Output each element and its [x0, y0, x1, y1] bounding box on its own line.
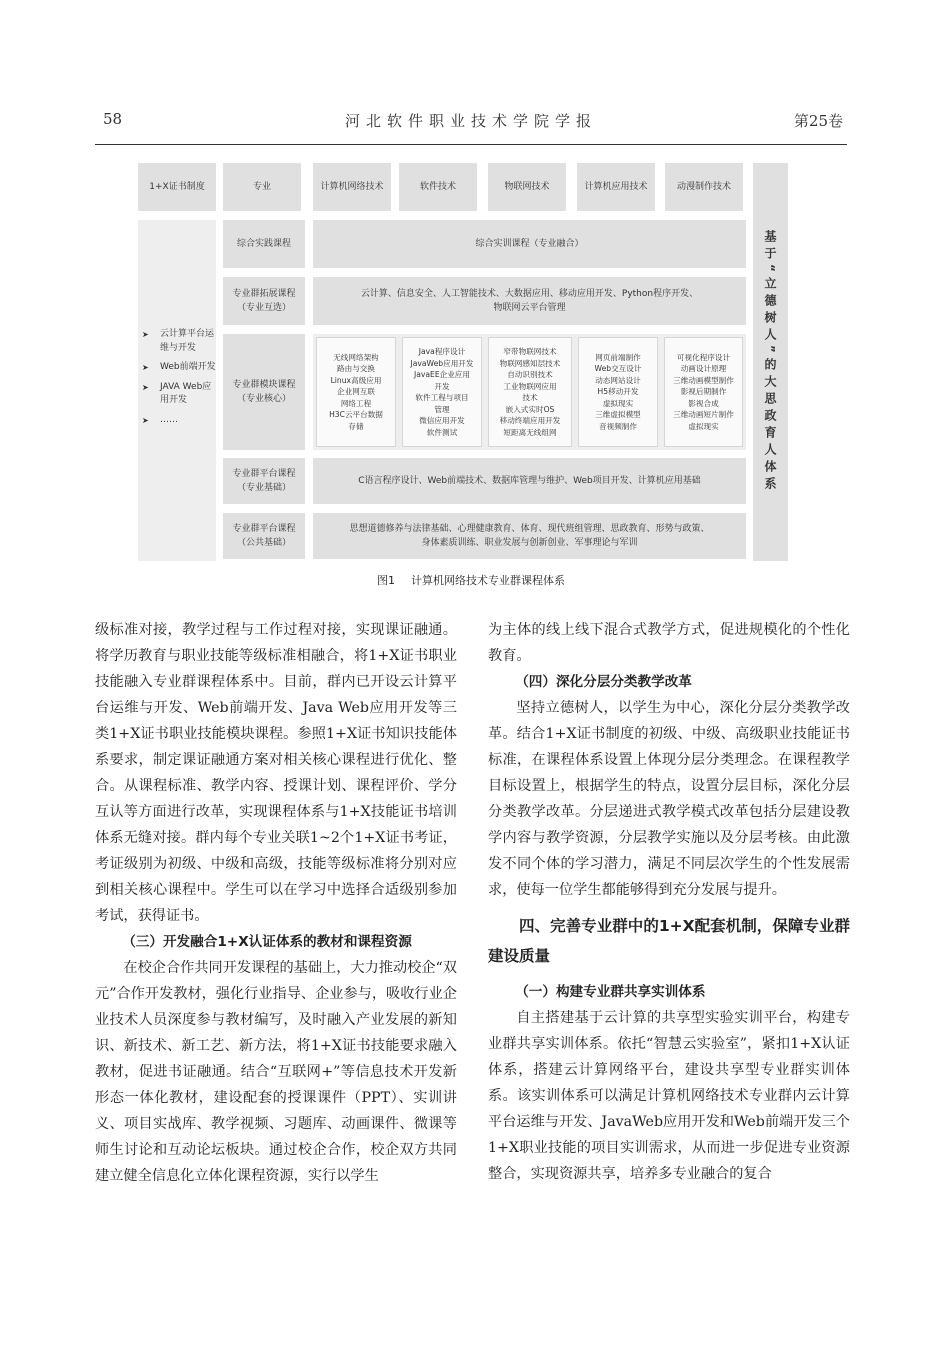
- course-item: 路由与交换: [337, 364, 375, 374]
- course-item: 网页前端制作: [595, 352, 641, 362]
- label-line: （专业基础）: [236, 483, 291, 493]
- figure-caption: [95, 572, 847, 588]
- paragraph: 级标准对接，教学过程与工作过程对接，实现课证融通。将学历教育与职业技能等级标准相融合，将1+X证书职业技能融入专业群课程体系中。目前，群内已开设云计算平台运维与开发、Web前端开发、Java Web应用开发等三类1+X证书职业技能模块课程。参照1+X证书知识技能体系要求，制定课证融通方案对相关核心课程进行优化、整合。从课程标准、教学内容、授课计划、课程评价、学分互认等方面进行改革，实现课程体系与1+X技能证书培训体系无缝对接。群内每个专业关联1~2个1+X证书考证，考证级别为初级、中级和高级，技能等级标准将分别对应到相关核心课程中。学生可以在学习中选择合适级别参加考试，获得证书。: [95, 622, 457, 924]
- module-software-courses: [402, 337, 482, 447]
- course-item: 动画设计原理: [680, 364, 727, 374]
- page-header: [95, 110, 847, 130]
- course-item: 动态网站设计: [595, 375, 641, 385]
- module-web-courses: [578, 337, 658, 447]
- right-column: [488, 617, 850, 1187]
- course-item: 三维动画模型制作: [673, 375, 734, 385]
- course-item: 虚拟现实: [688, 421, 719, 431]
- label-line: 专业群模块课程: [232, 380, 296, 390]
- label-line: （专业互选）: [236, 303, 291, 313]
- course-item: 无线网络架构: [333, 352, 379, 362]
- practice-content: 综合实训课程（专业融合）: [313, 220, 746, 268]
- cert-system-header: 1+X证书制度: [138, 163, 216, 211]
- course-item: 短距离无线组网: [503, 427, 557, 437]
- course-item: 虚拟现实: [602, 398, 634, 408]
- ideology-system-text: 基于“立德树人”的大思政育人体系: [763, 230, 777, 494]
- module-animation-courses: [664, 337, 743, 447]
- major-computer-app: 计算机应用技术: [577, 163, 655, 211]
- platform-public-content: [313, 513, 746, 559]
- course-item: JavaWeb应用开发: [410, 358, 474, 368]
- section-heading: （四）深化分层分类教学改革: [515, 674, 692, 690]
- platform-major-content: C语言程序设计、Web前端技术、数据库管理与维护、Web项目开发、计算机应用基础: [313, 458, 746, 504]
- section-heading: （一）构建专业群共享实训体系: [515, 984, 706, 1000]
- course-item: JavaEE企业应用: [413, 370, 470, 379]
- course-item: H3C云平台数据: [329, 410, 383, 420]
- content-line: 云计算、信息安全、人工智能技术、大数据应用、移动应用开发、Python程序开发、: [360, 289, 699, 299]
- expand-label: [223, 277, 305, 325]
- course-item: 移动终端应用开发: [499, 416, 561, 425]
- ideology-system-panel: [753, 163, 788, 561]
- course-item: 软件工程与项目: [415, 393, 469, 402]
- content-line: 身体素质训练、职业发展与创新创业、军事理论与军训: [421, 538, 638, 548]
- journal-title: 河北软件职业技术学院学报: [344, 112, 597, 130]
- curriculum-figure: [138, 163, 788, 561]
- paragraph: 坚持立德树人，以学生为中心，深化分层分类教学改革。结合1+X证书制度的初级、中级、高级职业技能证书标准，在课程体系设置上体现分层分类理念。在课程教学目标设置上，根据学生的特点，设置分层目标，深化分层分类教学改革。分层递进式教学模式改革包括分层建设教学内容与教学资源，分层教学实施以及分层考核。由此激发不同个体的学习潜力，满足不同层次学生的个性发展需求，使每一位学生都能够得到充分发展与提升。: [488, 700, 850, 898]
- course-item: 微信应用开发: [419, 416, 465, 425]
- course-item: 可视化程序设计: [676, 352, 731, 362]
- course-item: 网络工程: [340, 398, 372, 408]
- course-item: 三维动画短片制作: [673, 410, 734, 420]
- course-item: 窄带物联网技术: [503, 347, 557, 356]
- platform-public-label: [223, 513, 305, 559]
- module-iot-courses: [488, 337, 572, 447]
- course-item: 存储: [348, 421, 364, 431]
- cert-bullet: ➤ 云计算平台运维与开发: [142, 328, 218, 355]
- major-header: 专业: [223, 163, 301, 211]
- volume-label: 第25卷: [793, 112, 843, 130]
- course-item: 三维虚拟模型: [595, 410, 641, 420]
- page-number: 58: [103, 110, 123, 128]
- course-item: 技术: [522, 393, 538, 402]
- course-item: 软件测试: [426, 427, 458, 437]
- cert-bullet: ➤ Web前端开发: [142, 361, 218, 375]
- course-item: Java程序设计: [418, 347, 466, 356]
- paragraph: 为主体的线上线下混合式教学方式，促进规模化的个性化教育。: [488, 622, 850, 664]
- course-item: H5移动开发: [597, 387, 639, 397]
- cert-bullet-list: [142, 328, 218, 433]
- course-item: Linux高级应用: [330, 375, 382, 385]
- course-item: 管理: [434, 404, 450, 414]
- major-animation: 动漫制作技术: [665, 163, 743, 211]
- major-software: 软件技术: [399, 163, 477, 211]
- course-item: 物联网感知层技术: [499, 358, 561, 368]
- label-line: 专业群拓展课程: [232, 289, 296, 299]
- content-line: 物联网云平台管理: [493, 303, 566, 313]
- label-line: 专业群平台课程: [232, 524, 296, 534]
- major-iot: 物联网技术: [488, 163, 566, 211]
- course-item: 影视合成: [688, 398, 719, 408]
- course-item: 工业物联网应用: [503, 381, 557, 391]
- course-item: 企业网互联: [337, 387, 375, 397]
- content-line: 思想道德修养与法律基础、心理健康教育、体育、现代班组管理、思政教育、形势与政策、: [349, 524, 710, 534]
- chapter-heading: 四、完善专业群中的1+X配套机制，保障专业群建设质量: [488, 917, 850, 965]
- course-item: 音视频制作: [599, 421, 637, 431]
- paragraph: 在校企合作共同开发课程的基础上，大力推动校企“双元”合作开发教材，强化行业指导、企业参与，吸收行业企业技术人员深度参与教材编写，及时融入产业发展的新知识、新技术、新工艺、新方法，将1+X证书技能要求融入教材，促进书证融通。结合“互联网+”等信息技术开发新形态一体化教材，建设配套的授课课件（PPT）、实训讲义、项目实战库、教学视频、习题库、动画课件、微课等师生讨论和互动论坛板块。通过校企合作，校企双方共同建立健全信息化立体化课程资源，实行以学生: [95, 960, 457, 1184]
- course-item: Web交互设计: [594, 364, 642, 374]
- left-column: [95, 617, 457, 1189]
- module-network-courses: [316, 337, 396, 447]
- paragraph: 自主搭建基于云计算的共享型实验实训平台，构建专业群共享实训体系。依托“智慧云实验室”，紧扣1+X认证体系，搭建云计算网络平台，建设共享型专业群实训体系。该实训体系可以满足计算机网络技术专业群内云计算平台运维与开发、JavaWeb应用开发和Web前端开发三个1+X职业技能的项目实训需求，从而进一步促进专业资源整合，实现资源共享，培养多专业融合的复合: [488, 1010, 850, 1182]
- expand-content: [313, 277, 746, 325]
- course-item: 嵌入式实时OS: [505, 404, 555, 414]
- course-item: 影视后期制作: [680, 387, 727, 397]
- header-rule: [95, 144, 847, 145]
- course-item: 开发: [434, 381, 450, 391]
- figure-title: 计算机网络技术专业群课程体系: [411, 574, 565, 587]
- major-network: 计算机网络技术: [313, 163, 391, 211]
- practice-label: [223, 220, 305, 268]
- module-label: [223, 334, 305, 450]
- label-line: 专业群平台课程: [232, 469, 296, 479]
- platform-major-label: [223, 458, 305, 504]
- label-line: 综合实践课程: [236, 239, 291, 249]
- course-item: 自动识别技术: [507, 370, 553, 379]
- cert-bullet: ➤ JAVA Web应用开发: [142, 381, 218, 408]
- figure-number: 图1: [377, 574, 395, 587]
- section-heading: （三）开发融合1+X认证体系的教材和课程资源: [122, 934, 412, 950]
- label-line: （专业核心）: [236, 394, 291, 404]
- cert-bullet: ➤ ……: [142, 414, 218, 428]
- label-line: （公共基础）: [236, 538, 291, 548]
